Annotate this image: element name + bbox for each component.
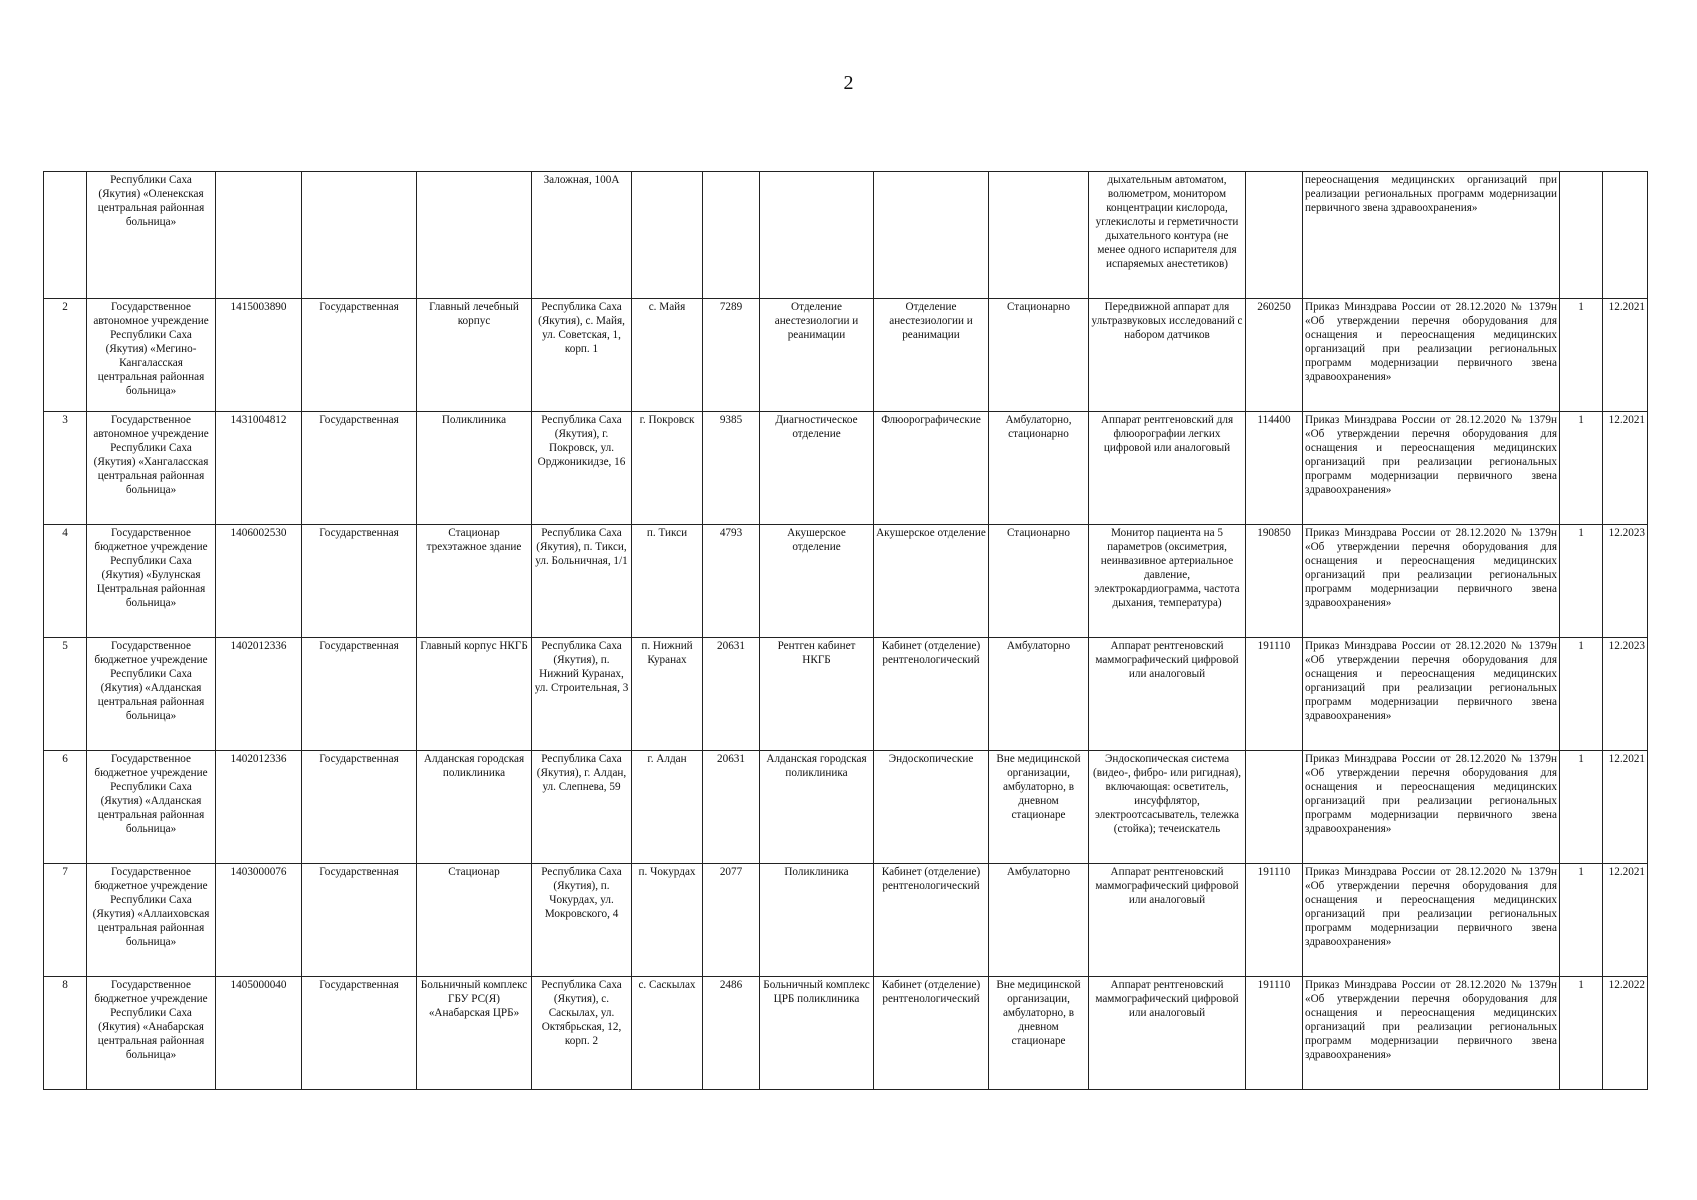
table-row [44, 977, 1648, 1090]
cell-equipment-name: дыхательным автоматом, волюметром, монитором концентрации кислорода, углекислоты и герметичности дыхательного контура (не менее одного испарителя для испаряемых анестетиков) [1089, 172, 1246, 299]
cell-profile: Акушерское отделение [874, 525, 989, 638]
cell-equipment-name: Аппарат рентгеновский маммографический цифровой или аналоговый [1089, 977, 1246, 1090]
cell-care-conditions: Стационарно [989, 299, 1089, 412]
cell-legal-basis: переоснащения медицинских организаций при реализации региональных программ модернизации первичного звена здравоохранения» [1303, 172, 1560, 299]
cell-address: Республика Саха (Якутия), п. Тикси, ул. Больничная, 1/1 [532, 525, 632, 638]
cell-building-name: Алданская городская поликлиника [417, 751, 532, 864]
cell-address: Республика Саха (Якутия), п. Чокурдах, ул. Мокровского, 4 [532, 864, 632, 977]
cell-building-name: Главный корпус НКГБ [417, 638, 532, 751]
cell-due-date: 12.2021 [1603, 864, 1648, 977]
cell-building-name: Поликлиника [417, 412, 532, 525]
cell-equipment-name: Эндоскопическая система (видео-, фибро- или ригидная), включающая: осветитель, инсуффлятор, электроотсасыватель, тележка (стойка); течеискатель [1089, 751, 1246, 864]
cell-ownership-form: Государственная [302, 864, 417, 977]
cell-locality: п. Чокурдах [632, 864, 703, 977]
table-row [44, 525, 1648, 638]
cell-quantity: 1 [1560, 864, 1603, 977]
cell-due-date: 12.2022 [1603, 977, 1648, 1090]
cell-equipment-code [1246, 172, 1303, 299]
cell-row-number: 7 [44, 864, 87, 977]
cell-inn-code: 1402012336 [216, 751, 302, 864]
cell-address: Республика Саха (Якутия), г. Алдан, ул. Слепнева, 59 [532, 751, 632, 864]
cell-address: Республика Саха (Якутия), г. Покровск, ул. Орджоникидзе, 16 [532, 412, 632, 525]
cell-row-number: 2 [44, 299, 87, 412]
cell-inn-code: 1431004812 [216, 412, 302, 525]
cell-population: 20631 [703, 638, 760, 751]
cell-locality: п. Тикси [632, 525, 703, 638]
cell-organization-name: Государственное бюджетное учреждение Республики Саха (Якутия) «Булунская Центральная районная больница» [87, 525, 216, 638]
cell-locality: г. Алдан [632, 751, 703, 864]
cell-building-name: Главный лечебный корпус [417, 299, 532, 412]
cell-quantity: 1 [1560, 299, 1603, 412]
cell-quantity: 1 [1560, 751, 1603, 864]
cell-profile: Кабинет (отделение) рентгенологический [874, 638, 989, 751]
cell-ownership-form: Государственная [302, 638, 417, 751]
cell-building-name [417, 172, 532, 299]
cell-profile: Кабинет (отделение) рентгенологический [874, 864, 989, 977]
cell-locality: г. Покровск [632, 412, 703, 525]
cell-organization-name: Республики Саха (Якутия) «Оленекская центральная районная больница» [87, 172, 216, 299]
cell-legal-basis: Приказ Минздрава России от 28.12.2020 № 1379н «Об утверждении перечня оборудования для оснащения и переоснащения медицинских организаций при реализации региональных программ модернизации первичного звена здравоохранения» [1303, 412, 1560, 525]
cell-care-conditions: Амбулаторно [989, 638, 1089, 751]
cell-quantity: 1 [1560, 638, 1603, 751]
cell-inn-code: 1403000076 [216, 864, 302, 977]
cell-population: 2077 [703, 864, 760, 977]
cell-equipment-code: 191110 [1246, 638, 1303, 751]
cell-quantity [1560, 172, 1603, 299]
cell-due-date: 12.2023 [1603, 525, 1648, 638]
cell-equipment-code [1246, 751, 1303, 864]
cell-organization-name: Государственное автономное учреждение Республики Саха (Якутия) «Мегино-Кангаласская центральная районная больница» [87, 299, 216, 412]
cell-care-conditions: Вне медицинской организации, амбулаторно, в дневном стационаре [989, 751, 1089, 864]
cell-inn-code: 1406002530 [216, 525, 302, 638]
cell-equipment-code: 191110 [1246, 977, 1303, 1090]
cell-population: 9385 [703, 412, 760, 525]
cell-legal-basis: Приказ Минздрава России от 28.12.2020 № 1379н «Об утверждении перечня оборудования для оснащения и переоснащения медицинских организаций при реализации региональных программ модернизации первичного звена здравоохранения» [1303, 864, 1560, 977]
cell-equipment-code: 260250 [1246, 299, 1303, 412]
cell-row-number [44, 172, 87, 299]
cell-profile: Эндоскопические [874, 751, 989, 864]
cell-unit-name: Алданская городская поликлиника [760, 751, 874, 864]
cell-ownership-form: Государственная [302, 525, 417, 638]
cell-inn-code: 1415003890 [216, 299, 302, 412]
cell-legal-basis: Приказ Минздрава России от 28.12.2020 № 1379н «Об утверждении перечня оборудования для оснащения и переоснащения медицинских организаций при реализации региональных программ модернизации первичного звена здравоохранения» [1303, 977, 1560, 1090]
cell-inn-code: 1402012336 [216, 638, 302, 751]
cell-address: Республика Саха (Якутия), с. Майя, ул. Советская, 1, корп. 1 [532, 299, 632, 412]
cell-equipment-code: 114400 [1246, 412, 1303, 525]
cell-equipment-name: Аппарат рентгеновский маммографический цифровой или аналоговый [1089, 864, 1246, 977]
cell-unit-name: Диагностическое отделение [760, 412, 874, 525]
cell-unit-name: Акушерское отделение [760, 525, 874, 638]
cell-address: Заложная, 100А [532, 172, 632, 299]
cell-equipment-name: Аппарат рентгеновский для флюорографии легких цифровой или аналоговый [1089, 412, 1246, 525]
cell-equipment-name: Передвижной аппарат для ультразвуковых исследований с набором датчиков [1089, 299, 1246, 412]
cell-inn-code: 1405000040 [216, 977, 302, 1090]
cell-locality: с. Саскылах [632, 977, 703, 1090]
cell-due-date: 12.2021 [1603, 751, 1648, 864]
cell-care-conditions [989, 172, 1089, 299]
cell-legal-basis: Приказ Минздрава России от 28.12.2020 № 1379н «Об утверждении перечня оборудования для оснащения и переоснащения медицинских организаций при реализации региональных программ модернизации первичного звена здравоохранения» [1303, 299, 1560, 412]
cell-due-date [1603, 172, 1648, 299]
cell-organization-name: Государственное бюджетное учреждение Республики Саха (Якутия) «Алданская центральная районная больница» [87, 751, 216, 864]
cell-quantity: 1 [1560, 525, 1603, 638]
cell-population [703, 172, 760, 299]
cell-ownership-form: Государственная [302, 751, 417, 864]
cell-legal-basis: Приказ Минздрава России от 28.12.2020 № 1379н «Об утверждении перечня оборудования для оснащения и переоснащения медицинских организаций при реализации региональных программ модернизации первичного звена здравоохранения» [1303, 525, 1560, 638]
cell-organization-name: Государственное автономное учреждение Республики Саха (Якутия) «Хангаласская центральная районная больница» [87, 412, 216, 525]
cell-profile [874, 172, 989, 299]
cell-due-date: 12.2021 [1603, 412, 1648, 525]
cell-locality [632, 172, 703, 299]
cell-equipment-code: 191110 [1246, 864, 1303, 977]
cell-legal-basis: Приказ Минздрава России от 28.12.2020 № 1379н «Об утверждении перечня оборудования для оснащения и переоснащения медицинских организаций при реализации региональных программ модернизации первичного звена здравоохранения» [1303, 638, 1560, 751]
cell-locality: с. Майя [632, 299, 703, 412]
cell-equipment-name: Монитор пациента на 5 параметров (оксиметрия, неинвазивное артериальное давление, электрокардиограмма, частота дыхания, температура) [1089, 525, 1246, 638]
cell-quantity: 1 [1560, 412, 1603, 525]
cell-due-date: 12.2023 [1603, 638, 1648, 751]
cell-building-name: Стационар [417, 864, 532, 977]
cell-row-number: 3 [44, 412, 87, 525]
cell-building-name: Стационар трехэтажное здание [417, 525, 532, 638]
cell-row-number: 4 [44, 525, 87, 638]
table-row [44, 299, 1648, 412]
cell-inn-code [216, 172, 302, 299]
table-row [44, 864, 1648, 977]
cell-row-number: 5 [44, 638, 87, 751]
cell-care-conditions: Стационарно [989, 525, 1089, 638]
cell-organization-name: Государственное бюджетное учреждение Республики Саха (Якутия) «Аллаиховская центральная районная больница» [87, 864, 216, 977]
cell-unit-name: Отделение анестезиологии и реанимации [760, 299, 874, 412]
cell-population: 2486 [703, 977, 760, 1090]
cell-quantity: 1 [1560, 977, 1603, 1090]
cell-ownership-form: Государственная [302, 977, 417, 1090]
cell-row-number: 8 [44, 977, 87, 1090]
cell-equipment-code: 190850 [1246, 525, 1303, 638]
cell-ownership-form [302, 172, 417, 299]
table-row [44, 751, 1648, 864]
table-row [44, 638, 1648, 751]
cell-care-conditions: Вне медицинской организации, амбулаторно, в дневном стационаре [989, 977, 1089, 1090]
cell-building-name: Больничный комплекс ГБУ РС(Я) «Анабарская ЦРБ» [417, 977, 532, 1090]
cell-profile: Кабинет (отделение) рентгенологический [874, 977, 989, 1090]
cell-unit-name: Больничный комплекс ЦРБ поликлиника [760, 977, 874, 1090]
cell-care-conditions: Амбулаторно, стационарно [989, 412, 1089, 525]
cell-organization-name: Государственное бюджетное учреждение Республики Саха (Якутия) «Алданская центральная районная больница» [87, 638, 216, 751]
cell-population: 7289 [703, 299, 760, 412]
cell-population: 20631 [703, 751, 760, 864]
cell-due-date: 12.2021 [1603, 299, 1648, 412]
cell-profile: Отделение анестезиологии и реанимации [874, 299, 989, 412]
cell-population: 4793 [703, 525, 760, 638]
cell-unit-name: Поликлиника [760, 864, 874, 977]
page-number: 2 [843, 72, 854, 94]
cell-organization-name: Государственное бюджетное учреждение Республики Саха (Якутия) «Анабарская центральная районная больница» [87, 977, 216, 1090]
cell-care-conditions: Амбулаторно [989, 864, 1089, 977]
cell-legal-basis: Приказ Минздрава России от 28.12.2020 № 1379н «Об утверждении перечня оборудования для оснащения и переоснащения медицинских организаций при реализации региональных программ модернизации первичного звена здравоохранения» [1303, 751, 1560, 864]
equipment-table [43, 171, 1648, 1090]
table-row [44, 172, 1648, 299]
cell-unit-name: Рентген кабинет НКГБ [760, 638, 874, 751]
cell-address: Республика Саха (Якутия), с. Саскылах, ул. Октябрьская, 12, корп. 2 [532, 977, 632, 1090]
cell-address: Республика Саха (Якутия), п. Нижний Куранах, ул. Строительная, 3 [532, 638, 632, 751]
cell-profile: Флюорографические [874, 412, 989, 525]
cell-unit-name [760, 172, 874, 299]
cell-locality: п. Нижний Куранах [632, 638, 703, 751]
cell-row-number: 6 [44, 751, 87, 864]
cell-ownership-form: Государственная [302, 299, 417, 412]
table-row [44, 412, 1648, 525]
cell-equipment-name: Аппарат рентгеновский маммографический цифровой или аналоговый [1089, 638, 1246, 751]
cell-ownership-form: Государственная [302, 412, 417, 525]
